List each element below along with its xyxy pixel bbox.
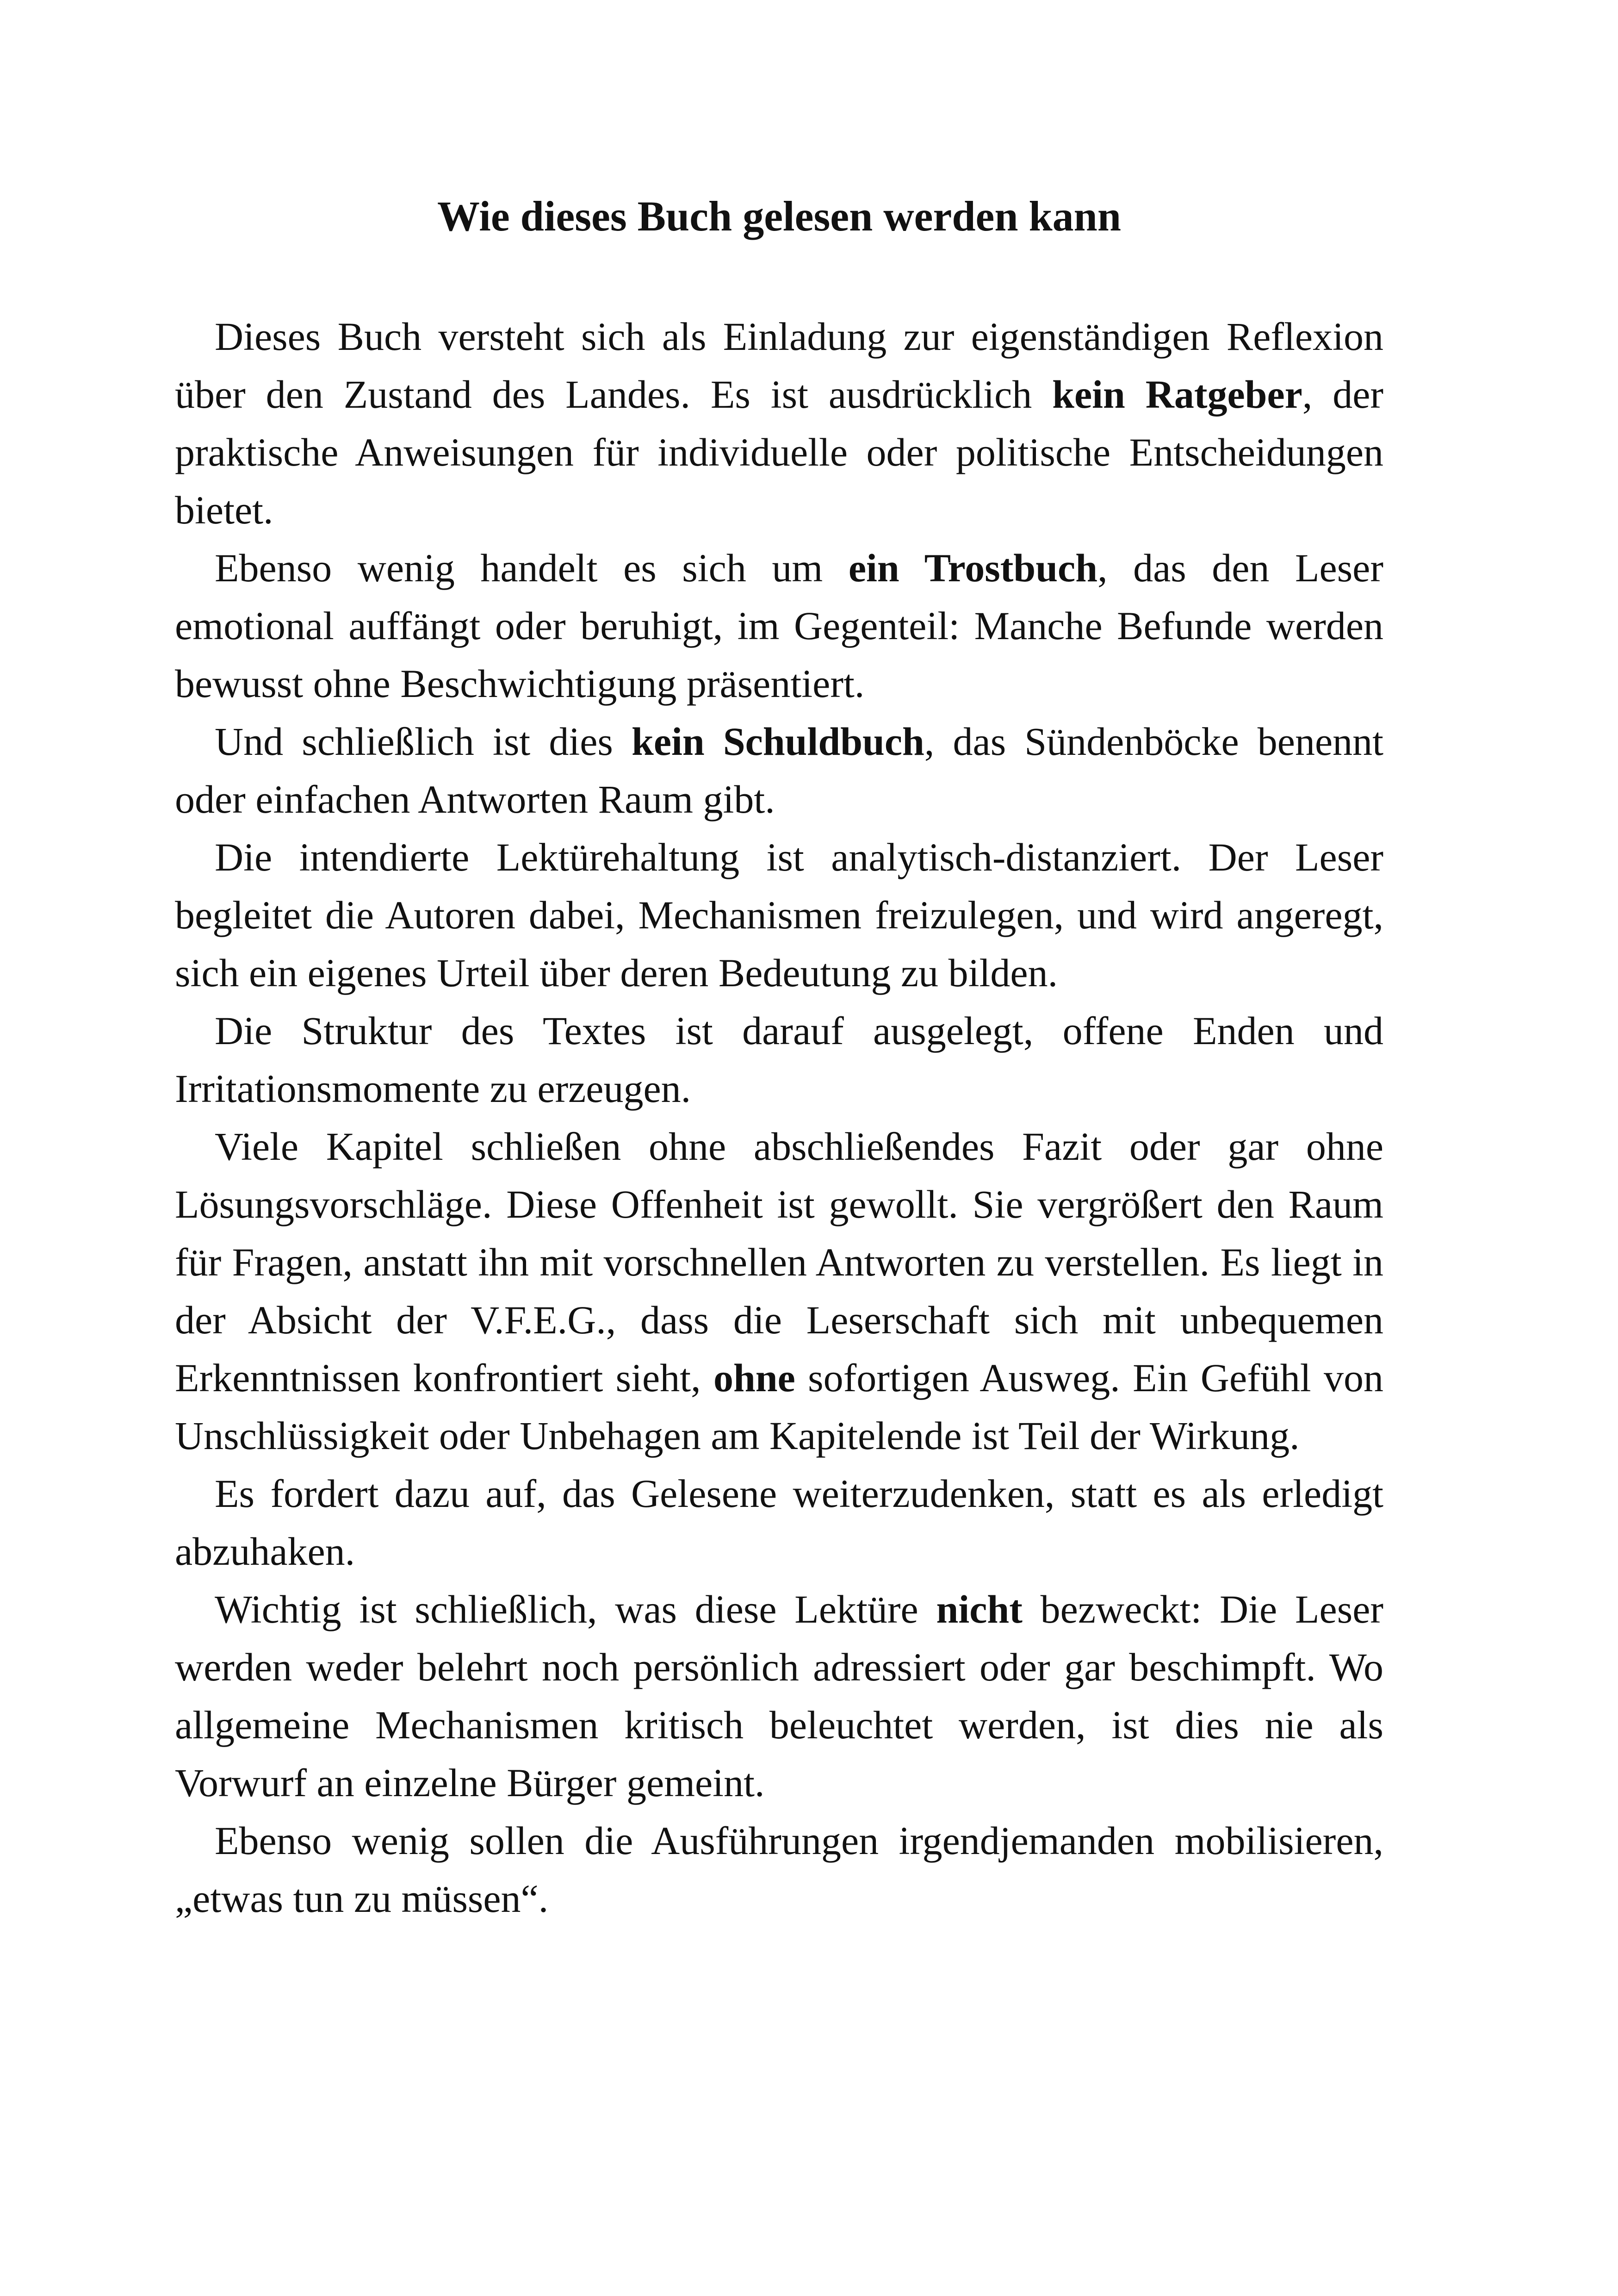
- paragraph-text: Dieses Buch versteht sich als Einladung zur eigenständigen Reflexion über den Zustand des Landes. Es ist ausdrücklich: [175, 314, 1383, 417]
- paragraph: [175, 1002, 1383, 1118]
- emphasis-text: ohne: [713, 1356, 795, 1400]
- emphasis-text: kein Schuldbuch: [631, 719, 924, 764]
- emphasis-text: nicht: [936, 1587, 1023, 1631]
- paragraph: [175, 1118, 1383, 1465]
- page-title: Wie dieses Buch gelesen werden kann: [437, 193, 1122, 240]
- paragraph-text: Die Struktur des Textes ist darauf ausgelegt, offene Enden und Irritationsmomente zu erzeugen.: [175, 1008, 1383, 1111]
- paragraph: [175, 713, 1383, 828]
- paragraph: [175, 1580, 1383, 1812]
- paragraph-text: bezweckt: Die Leser werden weder belehrt noch persönlich adressiert oder gar beschimpft. Wo allgemeine Mechanismen kritisch beleuchtet werden, ist dies nie als Vorwurf an einzelne Bürger gemeint.: [175, 1587, 1383, 1805]
- paragraph-text: , das Sündenböcke benennt oder einfachen Antworten Raum gibt.: [175, 719, 1384, 821]
- paragraph: [175, 1465, 1383, 1580]
- paragraph: [175, 828, 1383, 1002]
- paragraph-text: Ebenso wenig handelt es sich um: [215, 546, 849, 590]
- paragraph-text: Ebenso wenig sollen die Ausführungen irgendjemanden mobilisieren, „etwas tun zu müssen“.: [175, 1818, 1383, 1921]
- emphasis-text: kein Ratgeber: [1052, 372, 1302, 417]
- paragraph: [175, 308, 1383, 539]
- paragraph: [175, 1812, 1383, 1928]
- paragraph-text: Und schließlich ist dies: [215, 719, 632, 764]
- paragraph-text: Wichtig ist schließlich, was diese Lektüre: [215, 1587, 936, 1631]
- paragraph: [175, 539, 1383, 713]
- emphasis-text: ein Trostbuch: [848, 546, 1098, 590]
- body-text: [175, 308, 1383, 1928]
- paragraph-text: Viele Kapitel schließen ohne abschließendes Fazit oder gar ohne Lösungsvorschläge. Diese Offenheit ist gewollt. Sie vergrößert den Raum für Fragen, anstatt ihn mit vorschnellen Antworten zu verstellen. Es liegt in der Absicht der V.F.E.G., dass die Leserschaft sich mit unbequemen Erkenntnissen konfrontiert sieht,: [175, 1124, 1383, 1400]
- paragraph-text: , der praktische Anweisungen für individuelle oder politische Entscheidungen bietet.: [175, 372, 1384, 532]
- paragraph-text: Es fordert dazu auf, das Gelesene weiterzudenken, statt es als erledigt abzuhaken.: [175, 1471, 1383, 1574]
- paragraph-text: , das den Leser emotional auffängt oder beruhigt, im Gegenteil: Manche Befunde werden bewusst ohne Beschwichtigung präsentiert.: [175, 546, 1383, 706]
- paragraph-text: Die intendierte Lektürehaltung ist analytisch-distanziert. Der Leser begleitet die Autoren dabei, Mechanismen freizulegen, und wird angeregt, sich ein eigenes Urteil über deren Bedeutung zu bilden.: [175, 835, 1383, 995]
- paragraph-text: sofortigen Ausweg. Ein Gefühl von Unschlüssigkeit oder Unbehagen am Kapitelende ist Teil der Wirkung.: [175, 1356, 1383, 1458]
